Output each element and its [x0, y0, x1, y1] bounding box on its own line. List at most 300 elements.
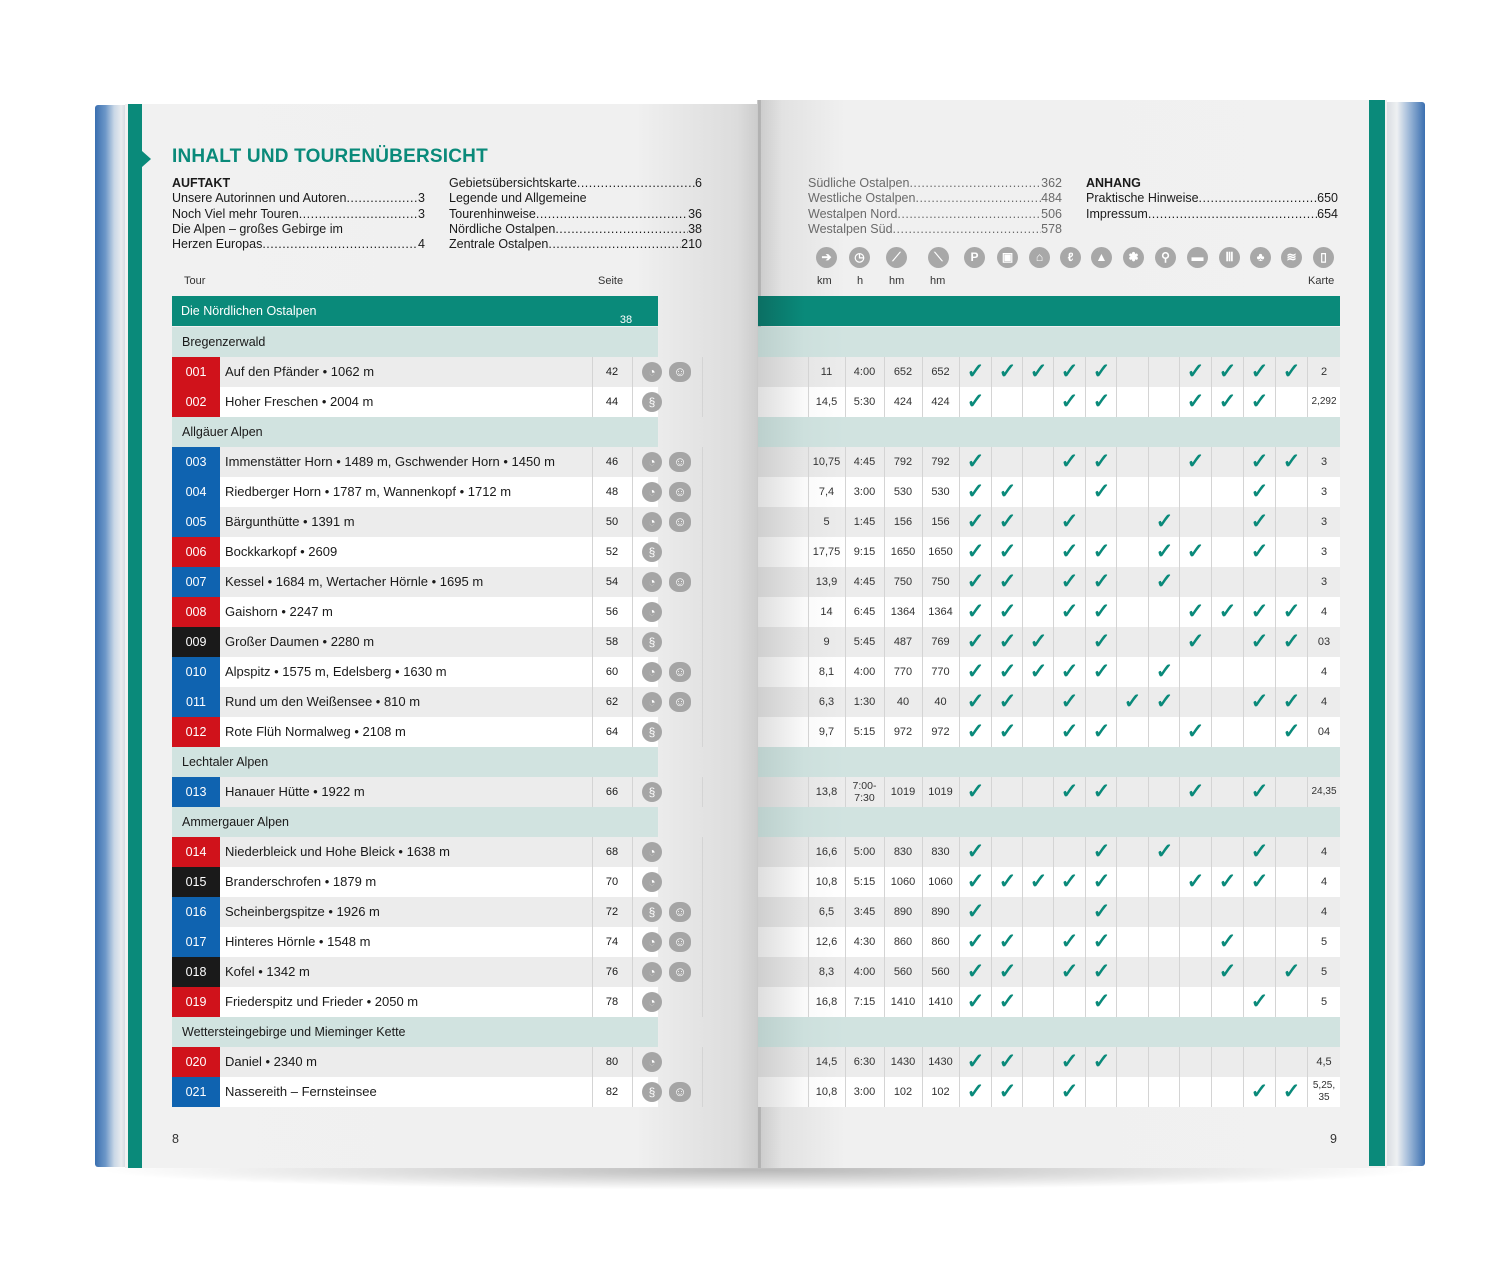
- tour-page: 56: [605, 606, 619, 618]
- cell-divider: [1243, 897, 1244, 927]
- tour-name: Großer Daumen • 2280 m: [225, 634, 375, 649]
- cell-divider: [632, 1077, 633, 1107]
- tour-row-right[interactable]: [758, 957, 1340, 987]
- toc-entry[interactable]: [808, 207, 1062, 222]
- tour-row[interactable]: [172, 537, 658, 567]
- check-icon: ✓: [1186, 780, 1205, 803]
- tour-number: 007: [172, 567, 220, 597]
- check-icon: ✓: [966, 780, 985, 803]
- restaurant-icon: ℓ: [1060, 247, 1081, 268]
- region-band-right: [758, 296, 1340, 326]
- tour-row[interactable]: [172, 987, 658, 1017]
- tour-row-right[interactable]: [758, 597, 1340, 627]
- cell-divider: [702, 627, 703, 657]
- tour-row-right[interactable]: [758, 777, 1340, 807]
- tour-number: 008: [172, 597, 220, 627]
- cell-divider: [632, 1047, 633, 1077]
- difficulty-icon: ◔: [642, 452, 662, 472]
- cell-divider: [702, 867, 703, 897]
- toc-entry[interactable]: [808, 191, 1062, 206]
- check-icon: ✓: [998, 360, 1017, 383]
- tour-row[interactable]: [172, 1047, 658, 1077]
- difficulty-icon: ◔: [642, 932, 662, 952]
- check-icon: ✓: [1092, 360, 1111, 383]
- check-icon: ✓: [1060, 600, 1079, 623]
- toc-entry[interactable]: [449, 191, 702, 206]
- tour-page: 66: [605, 786, 619, 798]
- check-icon: ✓: [1282, 720, 1301, 743]
- tour-h: 4:45: [853, 576, 876, 588]
- tour-km: 5: [823, 516, 830, 528]
- cell-divider: [632, 657, 633, 687]
- toc-leader-dots: [555, 222, 688, 237]
- check-icon: ✓: [1029, 660, 1048, 683]
- toc-entry[interactable]: [808, 176, 1062, 191]
- tour-hm-down: 102: [931, 1086, 950, 1098]
- cell-divider: [632, 867, 633, 897]
- tour-page: 76: [605, 966, 619, 978]
- tour-row-right[interactable]: [758, 717, 1340, 747]
- tour-name: Branderschrofen • 1879 m: [225, 874, 377, 889]
- check-icon: ✓: [998, 660, 1017, 683]
- tour-page: 44: [605, 396, 619, 408]
- tour-karte: 3: [1320, 456, 1328, 468]
- tour-h: 3:00: [853, 1086, 876, 1098]
- check-icon: ✓: [1155, 660, 1174, 683]
- check-icon: ✓: [1250, 390, 1269, 413]
- check-icon: ✓: [966, 630, 985, 653]
- check-icon: ✓: [1092, 960, 1111, 983]
- tour-row[interactable]: [172, 357, 687, 387]
- tour-km: 6,3: [818, 696, 835, 708]
- tour-km: 17,75: [812, 546, 841, 558]
- check-icon: ✓: [1250, 1080, 1269, 1103]
- cell-divider: [632, 357, 633, 387]
- cell-divider: [1053, 837, 1054, 867]
- difficulty-icon: ◔: [642, 872, 662, 892]
- tour-karte: 5: [1320, 996, 1328, 1008]
- toc-entry[interactable]: [1086, 207, 1338, 222]
- check-icon: ✓: [966, 360, 985, 383]
- swimming-icon: ≋: [1281, 247, 1302, 268]
- cell-divider: [1179, 927, 1180, 957]
- region-band: [172, 296, 658, 326]
- section-row-right: [758, 327, 1340, 357]
- section-label: Ammergauer Alpen: [182, 815, 290, 829]
- tour-row[interactable]: [172, 507, 687, 537]
- check-icon: ✓: [966, 960, 985, 983]
- tour-row[interactable]: [172, 597, 658, 627]
- tour-karte: 3: [1320, 516, 1328, 528]
- tour-hm-down: 1060: [928, 876, 953, 888]
- tour-row-right[interactable]: [758, 687, 1340, 717]
- toc-entry[interactable]: [449, 207, 702, 222]
- difficulty-icon: §: [642, 782, 662, 802]
- tour-row-right[interactable]: [758, 1077, 1340, 1107]
- cell-divider: [1243, 1047, 1244, 1077]
- tour-number: 010: [172, 657, 220, 687]
- check-icon: ✓: [998, 600, 1017, 623]
- check-icon: ✓: [1218, 960, 1237, 983]
- tour-h: 7:00- 7:30: [852, 780, 877, 804]
- cable-car-icon: ⌂: [1029, 247, 1050, 268]
- tour-karte: 3: [1320, 486, 1328, 498]
- tour-karte: 03: [1317, 636, 1331, 648]
- check-icon: ✓: [1060, 720, 1079, 743]
- tour-row[interactable]: [172, 897, 687, 927]
- cell-divider: [1022, 447, 1023, 477]
- toc-column-auftakt: [172, 176, 425, 252]
- toc-entry[interactable]: [172, 207, 425, 222]
- tour-km: 16,8: [815, 996, 838, 1008]
- toc-entry[interactable]: [449, 222, 702, 237]
- cell-divider: [1148, 627, 1149, 657]
- section-row: [172, 327, 658, 357]
- cell-divider: [1022, 777, 1023, 807]
- check-icon: ✓: [998, 630, 1017, 653]
- cell-divider: [1148, 477, 1149, 507]
- tour-h: 4:45: [853, 456, 876, 468]
- tour-row-right[interactable]: [758, 927, 1340, 957]
- check-icon: ✓: [1092, 840, 1111, 863]
- cell-divider: [632, 927, 633, 957]
- tour-karte: 2,292: [1311, 396, 1337, 407]
- cell-divider: [1243, 567, 1244, 597]
- parking-icon: P: [964, 247, 985, 268]
- check-icon: ✓: [1186, 870, 1205, 893]
- tour-hm-up: 750: [893, 576, 913, 588]
- cell-divider: [1211, 447, 1212, 477]
- tour-name: Alpspitz • 1575 m, Edelsberg • 1630 m: [225, 664, 447, 679]
- tour-name: Bockkarkopf • 2609: [225, 544, 338, 559]
- cell-divider: [632, 717, 633, 747]
- tour-row-right[interactable]: [758, 1047, 1340, 1077]
- tour-row-right[interactable]: [758, 657, 1340, 687]
- section-label: Lechtaler Alpen: [182, 755, 269, 769]
- cell-divider: [991, 387, 992, 417]
- section-row: [172, 1017, 658, 1047]
- family-bear-icon: ☺: [669, 362, 691, 382]
- tour-hm-up: 424: [893, 396, 913, 408]
- toc-entry-title: Noch Viel mehr Touren: [172, 206, 299, 221]
- tour-page: 42: [605, 366, 619, 378]
- tour-page: 48: [605, 486, 619, 498]
- tour-hm-down: 890: [931, 906, 950, 918]
- tour-row-right[interactable]: [758, 837, 1340, 867]
- tour-row[interactable]: [172, 957, 687, 987]
- tour-name: Kofel • 1342 m: [225, 964, 310, 979]
- toc-entry-page: 484: [1041, 191, 1062, 206]
- section-row: [172, 747, 658, 777]
- tour-row-right[interactable]: [758, 477, 1340, 507]
- tour-row-right[interactable]: [758, 507, 1340, 537]
- section-row: [172, 417, 658, 447]
- tour-page: 78: [605, 996, 619, 1008]
- cell-divider: [1275, 537, 1276, 567]
- tour-karte: 4: [1320, 846, 1328, 858]
- tour-name: Friederspitz und Frieder • 2050 m: [225, 994, 419, 1009]
- title-arrow-icon: [142, 151, 151, 167]
- tour-h: 6:30: [853, 1056, 876, 1068]
- clock-icon: ◷: [849, 247, 870, 268]
- check-icon: ✓: [998, 960, 1017, 983]
- tour-hm-down: 1019: [928, 786, 953, 798]
- toc-leader-dots: [262, 237, 418, 252]
- cell-divider: [1243, 657, 1244, 687]
- tour-karte: 5,25, 35: [1312, 1080, 1336, 1103]
- tour-row-right[interactable]: [758, 897, 1340, 927]
- check-icon: ✓: [1092, 900, 1111, 923]
- tour-row[interactable]: [172, 567, 687, 597]
- toc-entry-title: Nördliche Ostalpen: [449, 221, 556, 236]
- tour-hm-down: 1430: [928, 1056, 953, 1068]
- tour-row[interactable]: [172, 927, 687, 957]
- check-icon: ✓: [1282, 1080, 1301, 1103]
- tour-h: 3:00: [853, 486, 876, 498]
- tour-hm-down: 1410: [928, 996, 953, 1008]
- tour-name: Kessel • 1684 m, Wertacher Hörnle • 1695 m: [225, 574, 484, 589]
- cell-divider: [1179, 1047, 1180, 1077]
- tour-page: 60: [605, 666, 619, 678]
- tour-karte: 24,35: [1311, 786, 1337, 797]
- cell-divider: [1211, 717, 1212, 747]
- tour-karte: 2: [1320, 366, 1328, 378]
- cell-divider: [1053, 987, 1054, 1017]
- check-icon: ✓: [1060, 930, 1079, 953]
- toc-entry[interactable]: [449, 176, 702, 191]
- check-icon: ✓: [1250, 480, 1269, 503]
- museum-icon: Ⅲ: [1219, 247, 1240, 268]
- toc-entry-page: 4: [418, 237, 425, 252]
- tour-row[interactable]: [172, 687, 687, 717]
- cell-divider: [1148, 717, 1149, 747]
- toc-leader-dots: [346, 191, 418, 206]
- tour-row[interactable]: [172, 657, 687, 687]
- check-icon: ✓: [998, 720, 1017, 743]
- cell-divider: [1211, 507, 1212, 537]
- tour-km: 10,75: [812, 456, 841, 468]
- tour-hm-down: 1650: [928, 546, 953, 558]
- section-label: Bregenzerwald: [182, 335, 266, 349]
- tour-km: 8,1: [818, 666, 835, 678]
- tour-row-right[interactable]: [758, 357, 1340, 387]
- cell-divider: [702, 927, 703, 957]
- tour-hm-up: 972: [893, 726, 913, 738]
- check-icon: ✓: [966, 660, 985, 683]
- tour-name: Hanauer Hütte • 1922 m: [225, 784, 365, 799]
- difficulty-icon: §: [642, 1082, 662, 1102]
- tour-km: 14,5: [815, 1056, 838, 1068]
- left-page-accent-bar: [128, 104, 142, 1168]
- tour-name: Bärgunthütte • 1391 m: [225, 514, 355, 529]
- family-bear-icon: ☺: [669, 662, 691, 682]
- check-icon: ✓: [966, 1050, 985, 1073]
- tour-km: 9,7: [818, 726, 835, 738]
- check-icon: ✓: [1060, 960, 1079, 983]
- tour-hm-down: 972: [931, 726, 950, 738]
- tour-row[interactable]: [172, 837, 658, 867]
- cell-divider: [1085, 687, 1086, 717]
- cell-divider: [1275, 987, 1276, 1017]
- check-icon: ✓: [1282, 690, 1301, 713]
- header-h: h: [857, 275, 864, 287]
- toc-entry-title: Unsere Autorinnen und Autoren: [172, 191, 347, 206]
- tour-hm-up: 530: [893, 486, 913, 498]
- cell-divider: [702, 777, 703, 807]
- toc-entry-page: 36: [688, 206, 702, 221]
- toc-column-anhang: [1086, 176, 1338, 222]
- cell-divider: [1275, 897, 1276, 927]
- tour-hm-up: 1650: [890, 546, 916, 558]
- tour-km: 6,5: [818, 906, 835, 918]
- cell-divider: [702, 507, 703, 537]
- tour-row-right[interactable]: [758, 627, 1340, 657]
- check-icon: ✓: [1092, 600, 1111, 623]
- check-icon: ✓: [1092, 630, 1111, 653]
- tour-karte: 4: [1320, 696, 1328, 708]
- toc-entry[interactable]: [1086, 191, 1338, 206]
- cell-divider: [1243, 957, 1244, 987]
- tour-row[interactable]: [172, 777, 658, 807]
- tour-name: Riedberger Horn • 1787 m, Wannenkopf • 1712 m: [225, 484, 512, 499]
- tour-number: 012: [172, 717, 220, 747]
- tour-number: 015: [172, 867, 220, 897]
- tour-number: 021: [172, 1077, 220, 1107]
- toc-entry-page: 578: [1041, 221, 1062, 236]
- tour-row[interactable]: [172, 387, 658, 417]
- toc-entry[interactable]: [172, 222, 425, 237]
- check-icon: ✓: [1155, 690, 1174, 713]
- cell-divider: [1275, 507, 1276, 537]
- cell-divider: [1179, 477, 1180, 507]
- tour-h: 5:00: [853, 846, 876, 858]
- tour-hm-up: 1019: [890, 786, 916, 798]
- tour-km: 14,5: [815, 396, 838, 408]
- toc-entry[interactable]: [449, 237, 702, 252]
- check-icon: ✓: [1092, 660, 1111, 683]
- check-icon: ✓: [966, 870, 985, 893]
- map-icon: ▯: [1313, 247, 1334, 268]
- cell-divider: [632, 567, 633, 597]
- toc-entry-title: Westalpen Süd: [808, 221, 893, 236]
- tour-number: 009: [172, 627, 220, 657]
- tour-page: 46: [605, 456, 619, 468]
- tour-number: 020: [172, 1047, 220, 1077]
- tour-row-right[interactable]: [758, 867, 1340, 897]
- family-bear-icon: ☺: [669, 482, 691, 502]
- difficulty-icon: §: [642, 902, 662, 922]
- check-icon: ✓: [1250, 450, 1269, 473]
- toc-entry[interactable]: [172, 191, 425, 206]
- check-icon: ✓: [966, 690, 985, 713]
- tour-karte: 4: [1320, 876, 1328, 888]
- difficulty-icon: §: [642, 722, 662, 742]
- tour-row-right[interactable]: [758, 987, 1340, 1017]
- cell-divider: [632, 837, 633, 867]
- cell-divider: [1085, 1077, 1086, 1107]
- tour-row-right[interactable]: [758, 447, 1340, 477]
- difficulty-icon: ◔: [642, 572, 662, 592]
- tour-km: 11: [820, 366, 833, 378]
- tour-number: 017: [172, 927, 220, 957]
- cell-divider: [1275, 567, 1276, 597]
- toc-entry[interactable]: [172, 237, 425, 252]
- tour-row-right[interactable]: [758, 387, 1340, 417]
- check-icon: ✓: [1060, 1050, 1079, 1073]
- cell-divider: [632, 687, 633, 717]
- tour-hm-down: 652: [931, 366, 950, 378]
- cell-divider: [702, 567, 703, 597]
- cell-divider: [1148, 777, 1149, 807]
- toc-entry-page: 654: [1317, 206, 1338, 221]
- cell-divider: [991, 897, 992, 927]
- check-icon: ✓: [998, 870, 1017, 893]
- tour-h: 5:15: [853, 876, 876, 888]
- cell-divider: [702, 447, 703, 477]
- difficulty-icon: ◔: [642, 992, 662, 1012]
- tour-page: 70: [605, 876, 619, 888]
- check-icon: ✓: [966, 900, 985, 923]
- cell-divider: [1179, 957, 1180, 987]
- tour-row[interactable]: [172, 867, 658, 897]
- tour-hm-up: 1364: [890, 606, 916, 618]
- tour-km: 10,8: [815, 1086, 838, 1098]
- cell-divider: [1148, 387, 1149, 417]
- tour-karte: 3: [1320, 576, 1328, 588]
- tour-name: Nassereith – Fernsteinsee: [225, 1084, 377, 1099]
- bike-icon: ⚲: [1155, 247, 1176, 268]
- winter-icon: ✽: [1123, 247, 1144, 268]
- check-icon: ✓: [1250, 510, 1269, 533]
- tour-km: 13,9: [815, 576, 838, 588]
- check-icon: ✓: [1029, 630, 1048, 653]
- tour-row[interactable]: [172, 477, 687, 507]
- tour-row[interactable]: [172, 627, 658, 657]
- tour-h: 5:15: [853, 726, 876, 738]
- check-icon: ✓: [966, 450, 985, 473]
- tour-km: 16,6: [815, 846, 838, 858]
- tour-row[interactable]: [172, 447, 687, 477]
- tour-page: 54: [605, 576, 619, 588]
- cell-divider: [1148, 447, 1149, 477]
- tour-hm-down: 424: [931, 396, 950, 408]
- difficulty-icon: §: [642, 392, 662, 412]
- cell-divider: [632, 987, 633, 1017]
- tour-row[interactable]: [172, 717, 658, 747]
- toc-entry-page: 3: [418, 206, 425, 221]
- check-icon: ✓: [1250, 360, 1269, 383]
- tour-row-right[interactable]: [758, 567, 1340, 597]
- cell-divider: [1116, 507, 1117, 537]
- toc-entry[interactable]: [808, 222, 1062, 237]
- tour-row-right[interactable]: [758, 537, 1340, 567]
- tour-hm-down: 830: [931, 846, 950, 858]
- check-icon: ✓: [1092, 480, 1111, 503]
- check-icon: ✓: [1092, 390, 1111, 413]
- check-icon: ✓: [998, 990, 1017, 1013]
- tour-name: Hinteres Hörnle • 1548 m: [225, 934, 371, 949]
- check-icon: ✓: [1060, 870, 1079, 893]
- toc-leader-dots: [577, 176, 695, 191]
- tour-name: Rote Flüh Normalweg • 2108 m: [225, 724, 406, 739]
- tour-hm-down: 750: [931, 576, 950, 588]
- tour-row[interactable]: [172, 1077, 687, 1107]
- tour-number: 019: [172, 987, 220, 1017]
- difficulty-icon: §: [642, 542, 662, 562]
- cell-divider: [632, 447, 633, 477]
- accommodation-icon: ▬: [1187, 247, 1208, 268]
- check-icon: ✓: [966, 840, 985, 863]
